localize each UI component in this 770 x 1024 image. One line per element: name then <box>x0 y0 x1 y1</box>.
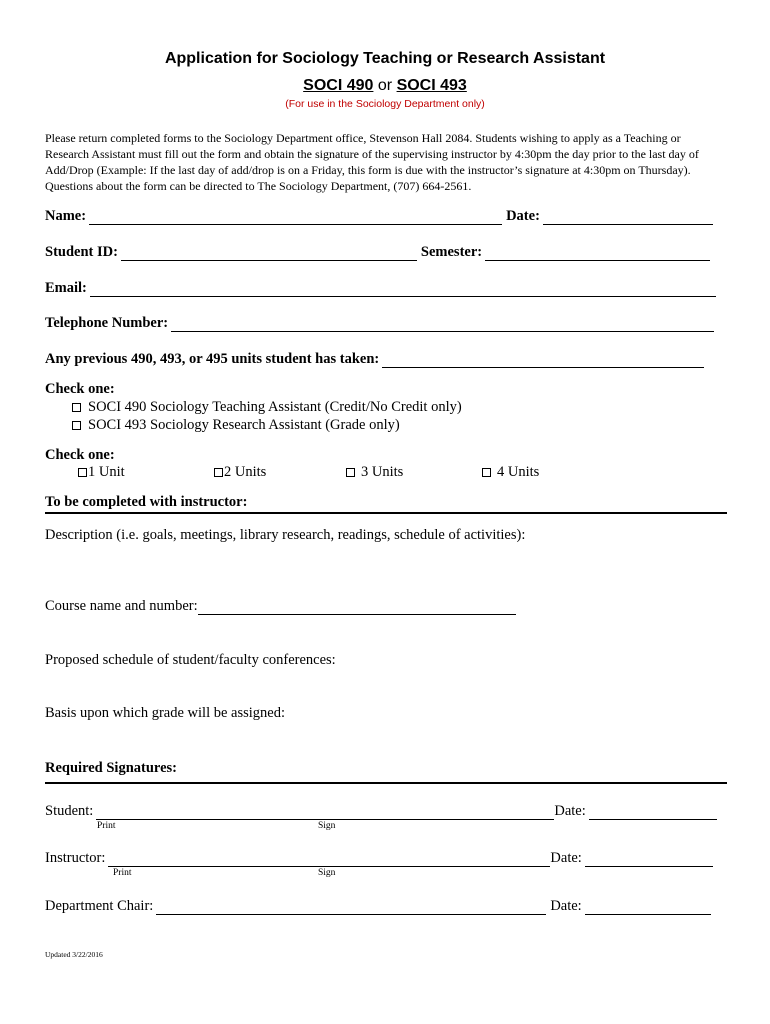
checkbox-icon[interactable] <box>214 468 223 477</box>
email-label: Email: <box>45 280 87 296</box>
previous-units-row <box>45 351 704 368</box>
soci-493-option[interactable] <box>72 417 400 434</box>
unit-2-label: 2 Units <box>224 464 267 480</box>
semester-field[interactable] <box>485 246 710 261</box>
telephone-row <box>45 315 714 332</box>
grade-basis-label: Basis upon which grade will be assigned: <box>45 705 286 721</box>
name-row <box>45 208 713 225</box>
checkbox-icon[interactable] <box>346 468 355 477</box>
unit-2-option[interactable] <box>214 464 266 481</box>
instructor-signature-row <box>45 850 713 867</box>
chair-label: Department Chair: <box>45 898 154 914</box>
description-label: Description (i.e. goals, meetings, library research, readings, schedule of activities): <box>45 527 526 543</box>
unit-1-option[interactable] <box>78 464 125 481</box>
section-divider <box>45 512 727 514</box>
student-date-field[interactable] <box>589 805 717 820</box>
course-code-490: SOCI 490 <box>303 77 374 94</box>
previous-units-label: Any previous 490, 493, or 495 units student has taken: <box>45 351 380 367</box>
checkbox-icon[interactable] <box>78 468 87 477</box>
course-name-row <box>45 598 516 615</box>
soci-490-option[interactable] <box>72 399 462 416</box>
student-sign-caption: Sign <box>318 821 336 831</box>
course-codes <box>0 77 770 95</box>
form-title: Application for Sociology Teaching or Research Assistant <box>164 50 606 67</box>
student-id-row <box>45 244 710 261</box>
chair-date-label: Date: <box>550 898 582 914</box>
student-print-caption: Print <box>97 821 116 831</box>
department-use-note: (For use in the Sociology Department only) <box>285 98 485 110</box>
telephone-label: Telephone Number: <box>45 315 169 331</box>
signatures-divider <box>45 782 727 784</box>
semester-label: Semester: <box>420 244 483 260</box>
student-signature-row <box>45 803 717 820</box>
student-label: Student: <box>45 803 94 819</box>
instructor-date-field[interactable] <box>585 852 713 867</box>
signatures-heading: Required Signatures: <box>45 760 177 776</box>
unit-1-label: 1 Unit <box>88 464 125 480</box>
student-signature-field[interactable] <box>96 805 554 820</box>
course-check-title: Check one: <box>45 381 115 397</box>
name-label: Name: <box>45 208 87 224</box>
or-text: or <box>377 77 393 94</box>
unit-4-option[interactable] <box>482 464 539 481</box>
units-check-title: Check one: <box>45 447 115 463</box>
instructor-section-heading: To be completed with instructor: <box>45 494 248 510</box>
date-label: Date: <box>506 208 540 224</box>
name-field[interactable] <box>89 210 502 225</box>
soci-493-label: SOCI 493 Sociology Research Assistant (Grade only) <box>88 417 400 433</box>
telephone-field[interactable] <box>171 317 714 332</box>
checkbox-icon[interactable] <box>482 468 491 477</box>
unit-3-label: 3 Units <box>361 464 404 480</box>
email-row <box>45 280 716 297</box>
instructor-signature-field[interactable] <box>108 852 550 867</box>
instructor-print-caption: Print <box>113 868 132 878</box>
checkbox-icon[interactable] <box>72 403 81 412</box>
updated-date: Updated 3/22/2016 <box>45 950 103 959</box>
email-field[interactable] <box>90 282 716 297</box>
chair-date-field[interactable] <box>585 900 711 915</box>
course-name-field[interactable] <box>198 600 516 615</box>
schedule-label: Proposed schedule of student/faculty conferences: <box>45 652 336 668</box>
instructions-paragraph: Please return completed forms to the Sociology Department office, Stevenson Hall 2084. Students wishing to apply as a Teaching or Research Assistant must fill out the form and obtain the signature of the supervising instructor by 4:30pm the day prior to the last day of Add/Drop (Example: If the last day of add/drop is on a Friday, this form is due with the instructor’s signature at 4:30pm on Thursday). Questions about the form can be directed to The Sociology Department, (707) 664-2561. <box>45 131 699 193</box>
date-field[interactable] <box>543 210 713 225</box>
student-id-field[interactable] <box>121 246 417 261</box>
checkbox-icon[interactable] <box>72 421 81 430</box>
soci-490-label: SOCI 490 Sociology Teaching Assistant (Credit/No Credit only) <box>88 399 462 415</box>
previous-units-field[interactable] <box>382 353 704 368</box>
instructor-label: Instructor: <box>45 850 106 866</box>
course-code-493: SOCI 493 <box>396 77 467 94</box>
chair-signature-row <box>45 898 711 915</box>
chair-signature-field[interactable] <box>156 900 546 915</box>
student-date-label: Date: <box>554 803 586 819</box>
unit-4-label: 4 Units <box>497 464 540 480</box>
instructor-sign-caption: Sign <box>318 868 336 878</box>
unit-3-option[interactable] <box>346 464 403 481</box>
instructor-date-label: Date: <box>550 850 582 866</box>
course-name-label: Course name and number: <box>45 598 198 614</box>
student-id-label: Student ID: <box>45 244 118 260</box>
